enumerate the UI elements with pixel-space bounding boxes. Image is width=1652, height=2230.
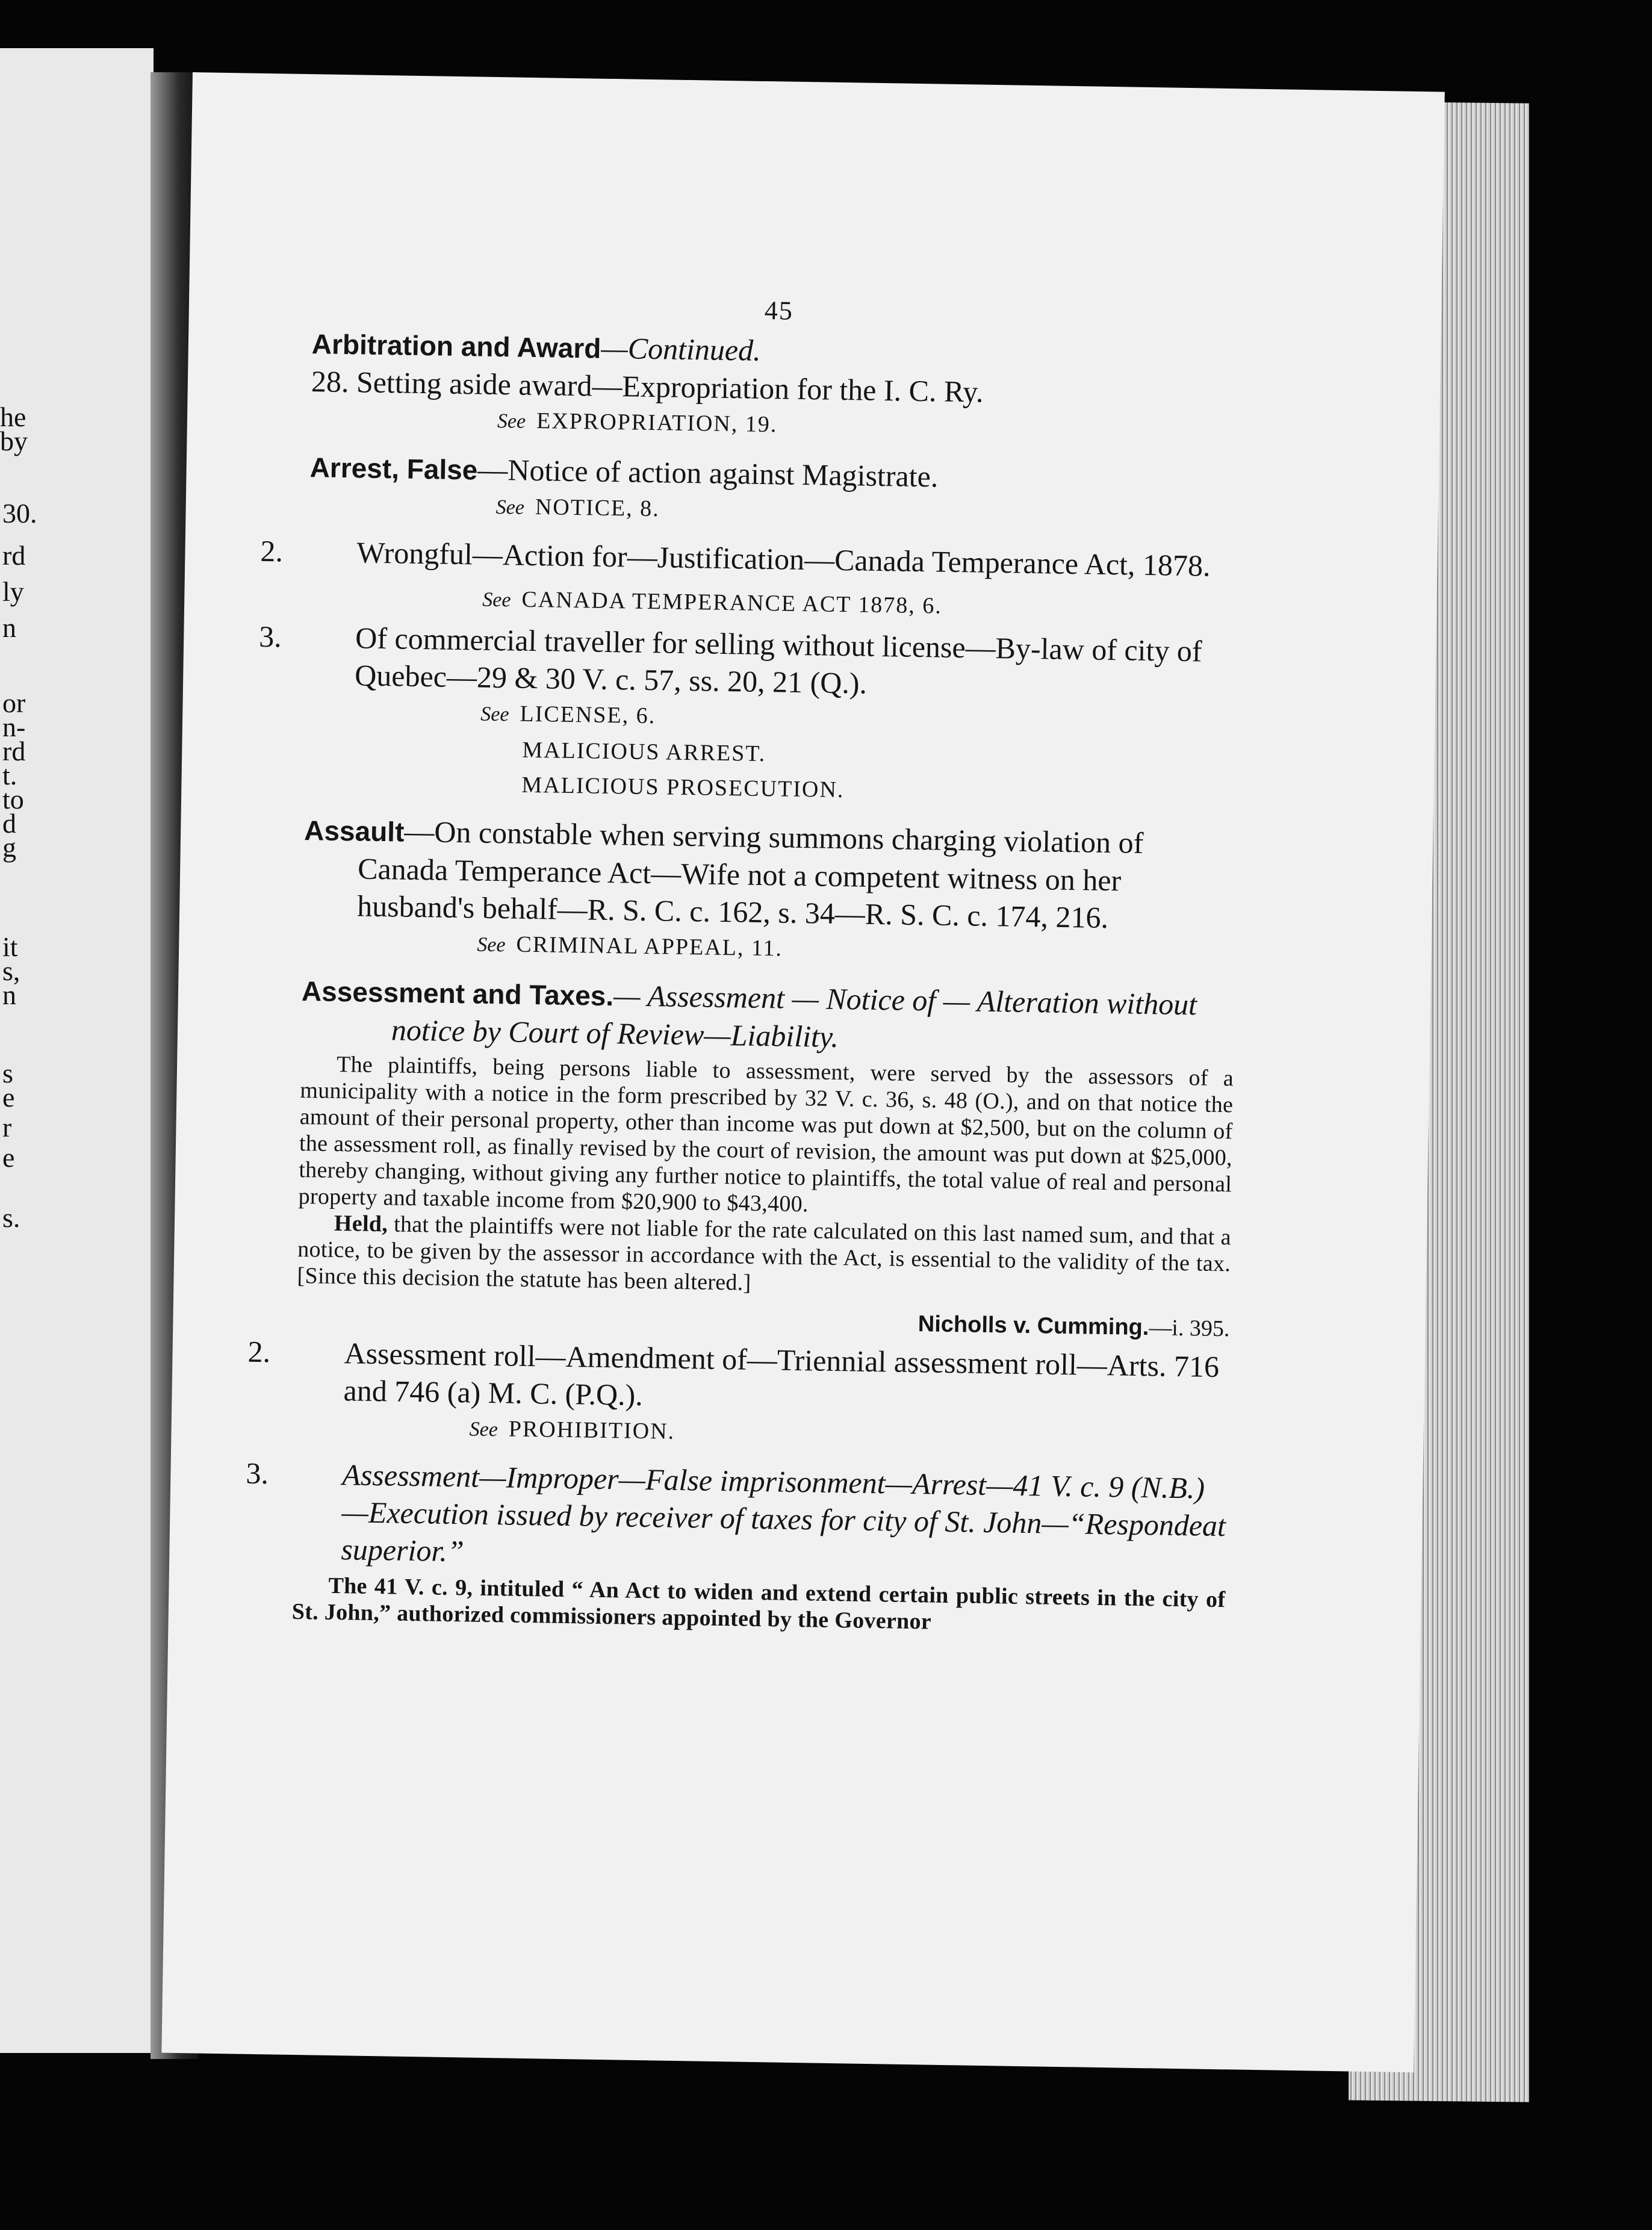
assessment-item-3 [246, 1455, 1228, 1582]
see-target-malicious-arrest: MALICIOUS ARREST. [522, 737, 766, 767]
see-target: PROHIBITION. [508, 1416, 675, 1444]
left-fragment: he [0, 402, 26, 432]
see-word: See [469, 1418, 498, 1441]
arrest-text: —Notice of action against Magistrate. [477, 452, 939, 494]
heading-assault: Assault [303, 815, 405, 848]
entry-assessment [246, 972, 1235, 1639]
assault-text: —On constable when serving summons charging violation of Canada Temperance Act—Wife not a competent witness on her husband's behalf—R. S. C. c. 162, s. 34—R. S. C. c. 174, 216. [356, 814, 1144, 935]
arrest-item-2 [260, 533, 1242, 585]
left-fragment: by [0, 426, 28, 456]
left-fragment: rd [2, 540, 26, 571]
assessment-paragraph-1: The plaintiffs, being persons liable to assessment, were served by the assessors of a municipality with a notice in the form prescribed by 32 V. c. 36, s. 48 (O.), and on that notice the amount of their personal property, other than income was put down at $2,500, but on the column of the assessment roll, as finally revised by the court of revision, the amount was put down at $25,000, thereby changing, without giving any further notice to plaintiffs, the total value of real and personal property and taxable income from $20,900 to $43,400. [298, 1051, 1234, 1217]
left-fragment: or [2, 688, 26, 718]
heading-arbitration: Arbitration and Award [311, 328, 601, 364]
book-page [161, 72, 1444, 2072]
left-fragment: e [2, 1142, 15, 1173]
left-fragment: r [2, 1112, 12, 1143]
left-fragment: s, [2, 955, 20, 986]
assessment-item-2 [247, 1334, 1229, 1423]
left-fragment: 30. [2, 498, 37, 529]
see-word: See [497, 410, 526, 433]
left-fragment: to [2, 784, 24, 815]
left-fragment: rd [2, 736, 26, 766]
left-fragment: t. [2, 760, 17, 790]
left-fragment: d [2, 808, 16, 839]
case-ref: —i. 395. [1149, 1315, 1230, 1342]
entry-assault [302, 811, 1238, 974]
see-target-malicious-prosecution: MALICIOUS PROSECUTION. [521, 772, 845, 803]
assessment-subtitle: — Assessment — Notice of — Alteration without notice by Court of Review—Liability. [391, 978, 1197, 1054]
left-fragment: e [2, 1082, 15, 1113]
item-text: Of commercial traveller for selling without license—By-law of city of Quebec—29 & 30 V. c. 57, ss. 20, 21 (Q.). [354, 621, 1203, 700]
see-word: See [477, 933, 506, 957]
see-target: CANADA TEMPERANCE ACT 1878, 6. [521, 586, 943, 619]
assessment-paragraph-3: The 41 V. c. 9, intituled “ An Act to widen and extend certain public streets in the city of St. John,” authorized commissioners appointed by the Governor [291, 1573, 1226, 1635]
page-content [246, 288, 1246, 1639]
item-text: Assessment roll—Amendment of—Triennial assessment roll—Arts. 716 and 746 (a) M. C. (P.Q.). [343, 1336, 1220, 1412]
left-fragment: s. [2, 1202, 20, 1233]
left-fragment: n- [2, 712, 26, 742]
heading-arrest: Arrest, False [309, 452, 478, 486]
left-fragment: s [2, 1058, 13, 1089]
see-target: LICENSE, 6. [520, 701, 656, 729]
left-fragment: ly [2, 576, 24, 607]
item-number: 3. [258, 619, 282, 654]
arbitration-item-28: 28. Setting aside award—Expropriation for the I. C. Ry. [311, 364, 984, 409]
left-fragment: n [2, 980, 16, 1010]
entry-arbitration [311, 325, 1246, 450]
left-fragment: it [2, 931, 18, 962]
left-fragment: n [2, 612, 16, 643]
item-number: 2. [260, 533, 284, 568]
heading-assessment: Assessment and Taxes. [301, 975, 614, 1012]
see-word: See [482, 588, 511, 612]
arrest-item-3 [258, 618, 1241, 707]
see-target: EXPROPRIATION, 19. [536, 408, 778, 438]
see-word: See [495, 496, 525, 519]
assessment-paragraph-2 [297, 1210, 1231, 1303]
see-target: CRIMINAL APPEAL, 11. [516, 931, 783, 961]
see-word: See [480, 703, 509, 726]
continued-label: —Continued. [600, 331, 762, 367]
left-facing-page [0, 48, 154, 2053]
item-number: 2. [247, 1334, 271, 1369]
see-target: NOTICE, 8. [535, 494, 660, 522]
item-text: Assessment—Improper—False imprisonment—Arrest—41 V. c. 9 (N.B.)—Execution issued by receiver of taxes for city of St. John—“Respondeat superior.” [341, 1458, 1226, 1568]
item-number: 3. [246, 1456, 269, 1491]
left-fragment: g [2, 832, 16, 863]
held-word: Held, [334, 1210, 388, 1237]
page-number: 45 [764, 295, 794, 326]
case-name: Nicholls v. Cumming. [918, 1311, 1149, 1341]
entry-arrest [258, 448, 1243, 813]
held-text: that the plaintiffs were not liable for the rate calculated on this last named sum, and that a notice, to be given by the assessor in accordance with the Act, is essential to the validity of the tax. [Since this decision the statute has been altered.] [297, 1211, 1232, 1296]
item-text: Wrongful—Action for—Justification—Canada Temperance Act, 1878. [356, 535, 1211, 583]
